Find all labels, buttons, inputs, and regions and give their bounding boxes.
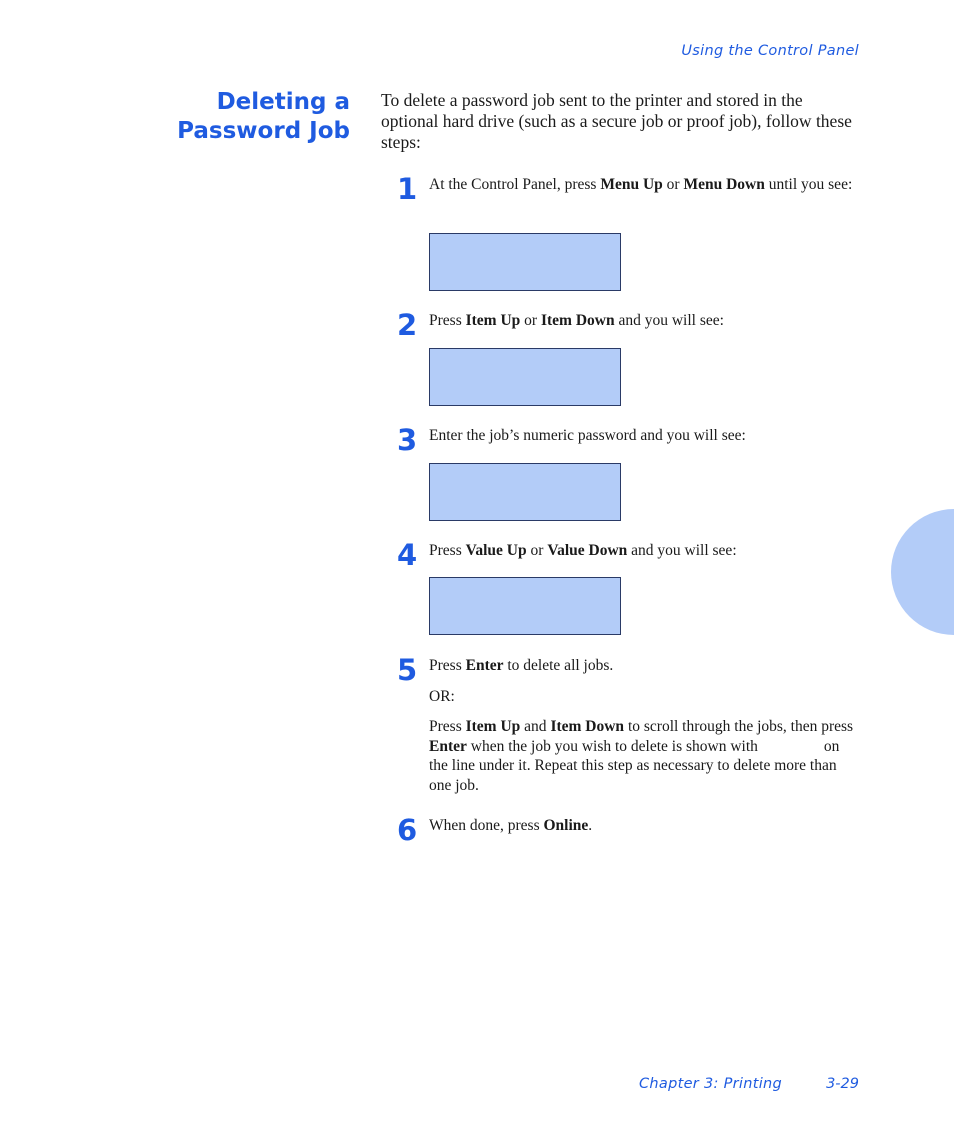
footer-page-number: 3-29 [826,1076,859,1092]
step-text-5 [429,656,859,676]
step-text-1 [429,175,859,195]
step-text-4 [429,541,859,561]
chapter-side-tab [891,509,954,635]
footer-chapter: Chapter 3: Printing [639,1076,783,1092]
step-number-3: 3 [397,423,418,457]
step-number-5: 5 [397,653,418,687]
menu-up-label: Menu Up [600,176,663,193]
step-5-text-a: Press [429,657,466,674]
step-4-text-b: or [526,542,548,559]
step-5-or: OR: [429,688,455,705]
step-text-2 [429,311,859,331]
menu-down-label: Menu Down [683,176,765,193]
lcd-display-1 [429,233,621,291]
step-2-text-b: or [520,312,541,329]
step-2-text-c: and you will see: [614,312,724,329]
step-5-alt-c: to scroll through the jobs, then press [624,718,854,735]
step-6-text-a: When done, press [429,817,544,834]
step-number-4: 4 [397,538,418,572]
step-2-text-a: Press [429,312,466,329]
intro-paragraph: To delete a password job sent to the printer and stored in the optional hard drive (such as a secure job or proof job), follow these steps: [381,90,852,152]
lcd-display-3 [429,463,621,521]
item-up-label: Item Up [465,312,521,329]
step-5-alt-a: Press [429,718,466,735]
step-5-alt-e: on the line under it. Repeat this step as necessary to delete more than one job. [429,737,840,794]
item-down-label: Item Down [540,312,615,329]
step-text-6 [429,816,859,836]
item-up-label-2: Item Up [465,718,521,735]
lcd-display-4 [429,577,621,635]
step-number-6: 6 [397,813,418,847]
value-up-label: Value Up [465,542,527,559]
step-number-1: 1 [397,172,418,206]
step-6-text-b: . [588,817,593,834]
value-down-label: Value Down [547,542,628,559]
enter-label: Enter [465,657,504,674]
step-3-text-a: Enter the job’s numeric password and you will see: [429,427,746,444]
enter-label-2: Enter [429,737,467,755]
step-4-text-c: and you will see: [627,542,737,559]
step-5-alt-b: and [520,718,551,735]
step-1-text-b: or [662,176,684,193]
lcd-display-2 [429,348,621,406]
step-4-text-a: Press [429,542,466,559]
section-title: Deleting a Password Job [177,89,350,144]
step-number-2: 2 [397,308,418,342]
running-head: Using the Control Panel [681,43,859,59]
online-label: Online [543,817,589,834]
item-down-label-2: Item Down [550,718,625,735]
step-1-text-a: At the Control Panel, press [429,176,601,193]
step-5-alt-d: when the job you wish to delete is shown with [466,737,758,755]
step-text-3 [429,426,859,446]
step-1-text-c: until you see: [764,176,853,193]
step-5-alternative [429,717,859,795]
step-5-text-b: to delete all jobs. [503,657,614,674]
